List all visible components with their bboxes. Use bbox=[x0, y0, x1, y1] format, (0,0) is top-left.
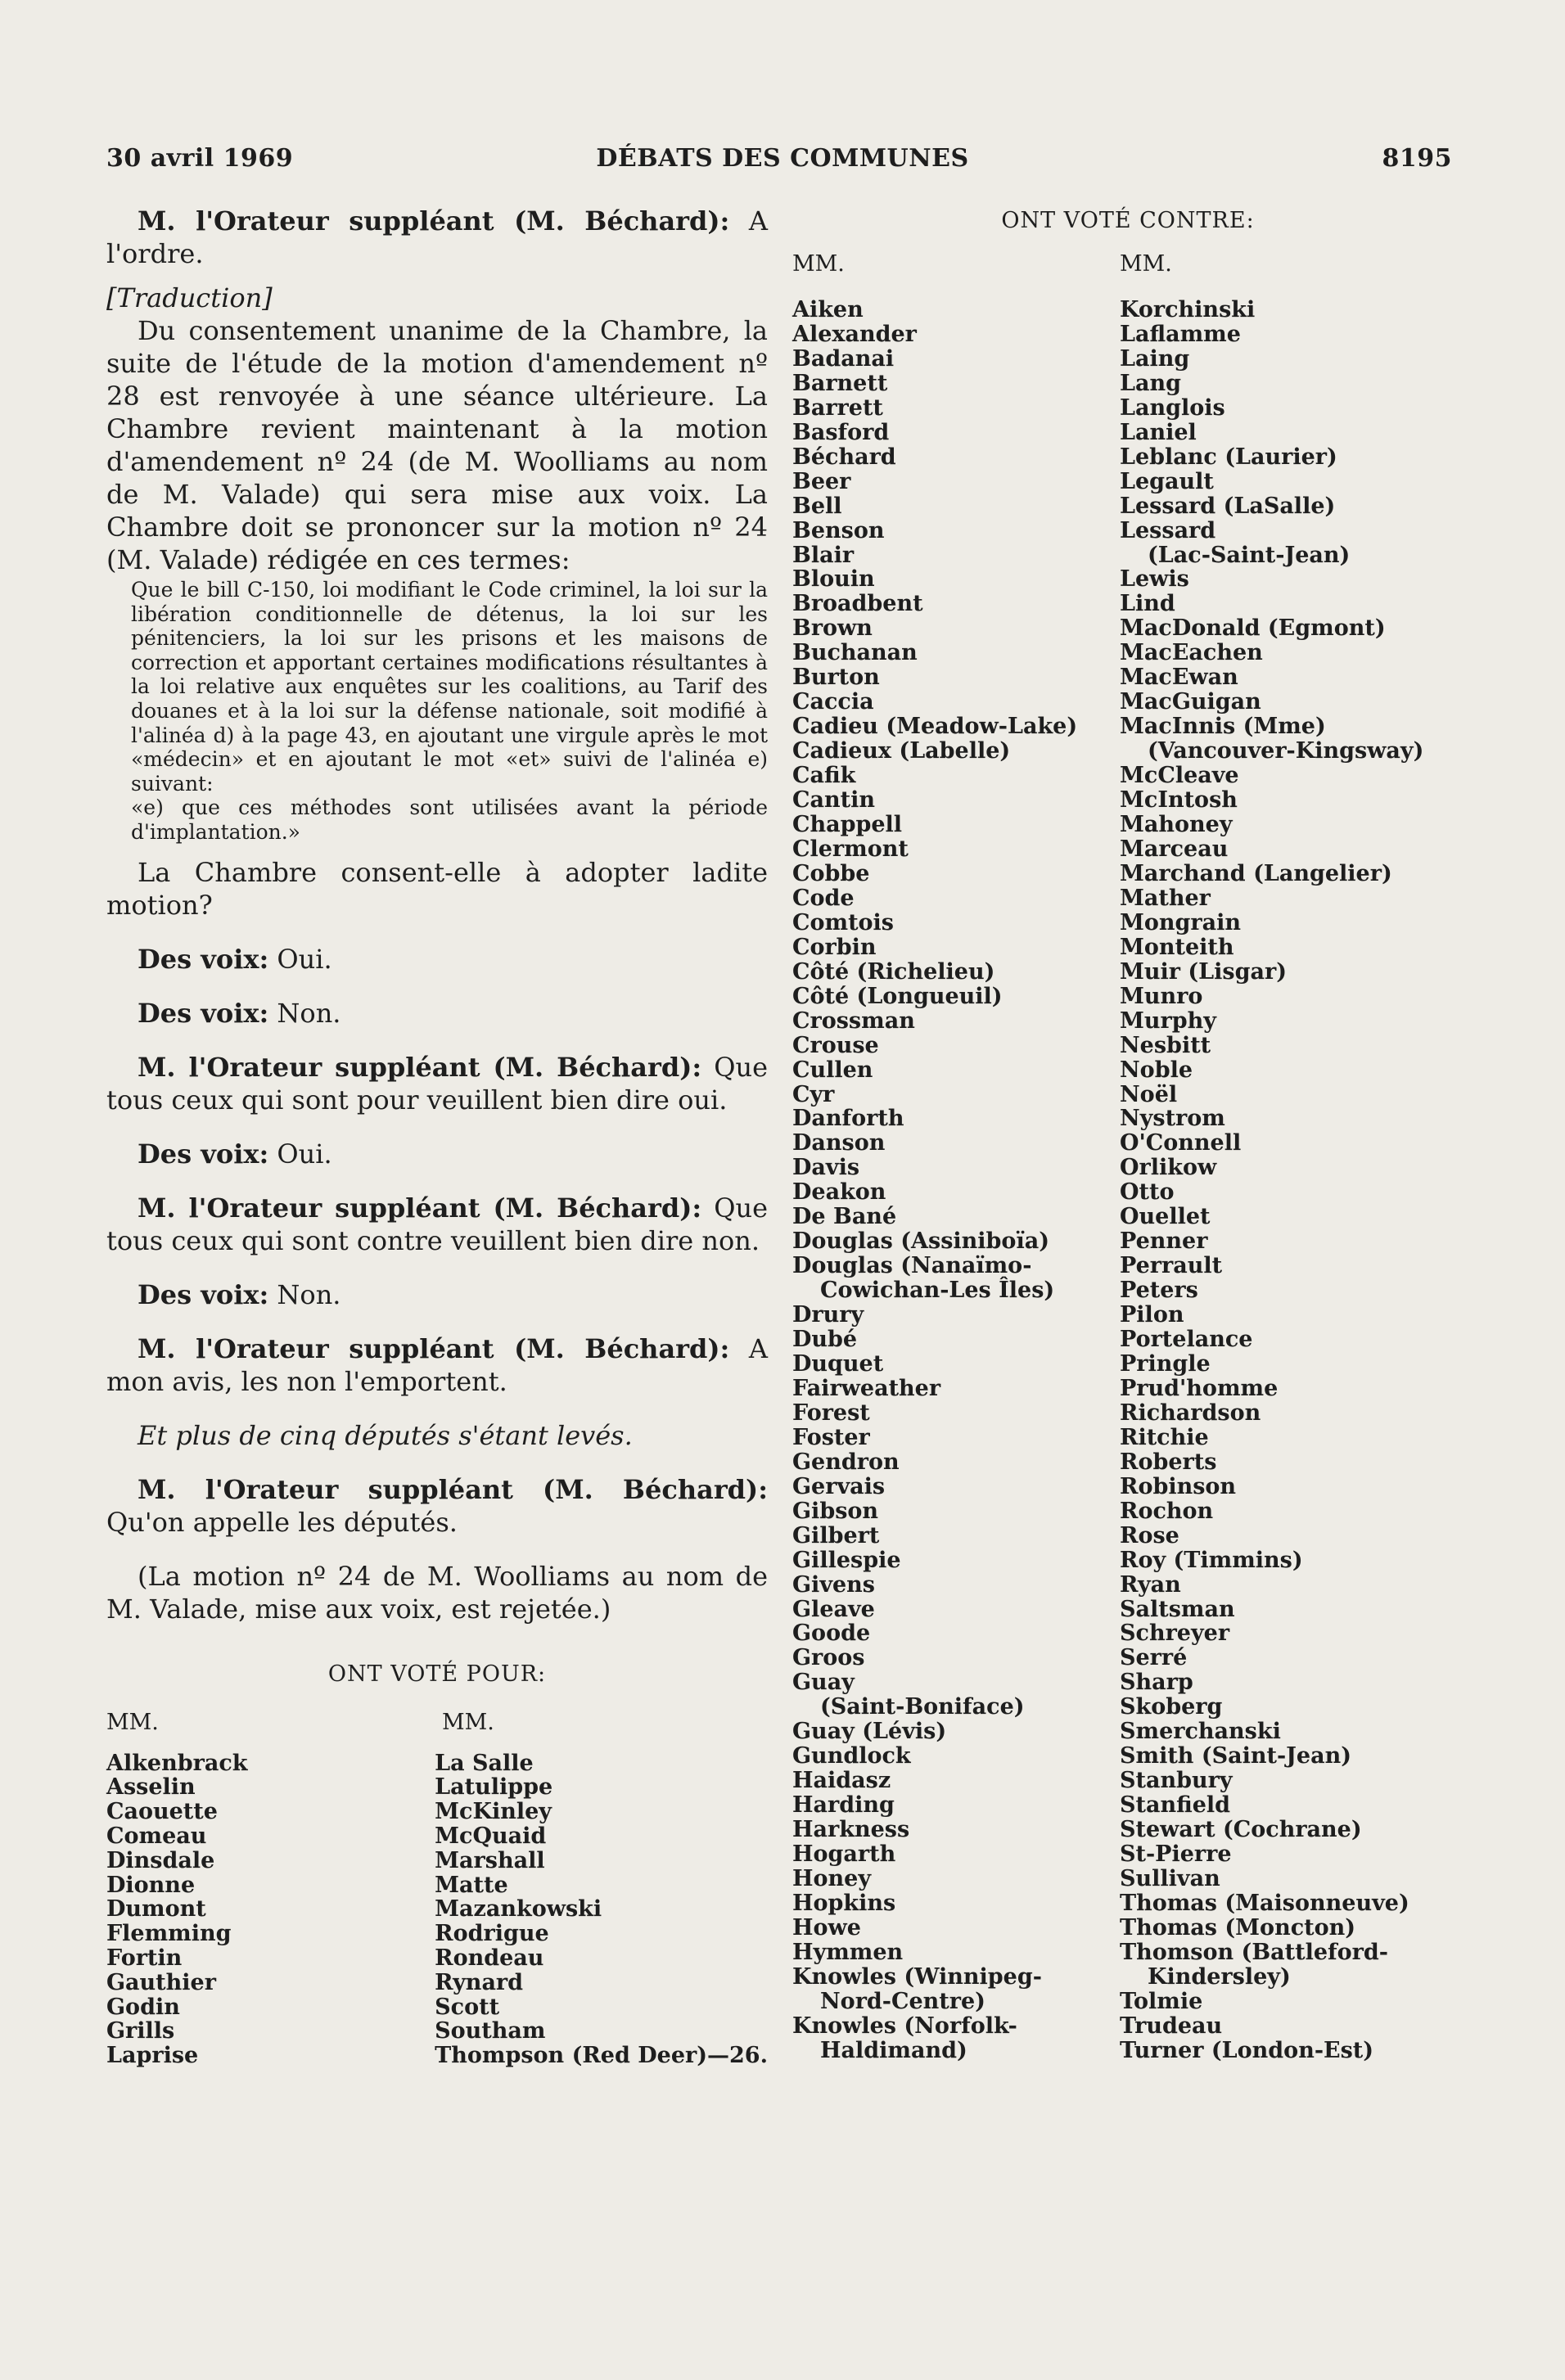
member-name: Haldimand) bbox=[820, 2037, 967, 2063]
member-name: Guay bbox=[792, 1670, 855, 1696]
member-name: Rondeau bbox=[435, 1945, 544, 1971]
member-name: Trudeau bbox=[1120, 2013, 1223, 2039]
paragraph-consent: Du consentement unanime de la Chambre, la suite de l'étude de la motion d'amendement nº 28 est renvoyée à une séance ultérieure. La Chambre revient maintenant à la motion d'amendement nº 24 (de M. Woolliams au nom de M. Valade) qui sera mise aux voix. La Chambre doit se prononcer sur la motion nº 24 (M. Valade) rédigée en ces termes: bbox=[106, 315, 768, 575]
member-name: Portelance bbox=[1120, 1327, 1253, 1353]
member-name: Côté (Longueuil) bbox=[792, 983, 1003, 1009]
member-name: Schreyer bbox=[1120, 1620, 1230, 1647]
member-name: Noble bbox=[1120, 1057, 1193, 1083]
member-name: Langlois bbox=[1120, 394, 1225, 421]
left-column bbox=[106, 205, 768, 2068]
member-name: Cyr bbox=[792, 1081, 835, 1107]
member-name: Béchard bbox=[792, 444, 896, 470]
member-name: Roberts bbox=[1120, 1449, 1217, 1475]
member-name: Givens bbox=[792, 1571, 876, 1598]
contre-column-2 bbox=[1120, 298, 1423, 2063]
member-name: Haidasz bbox=[792, 1768, 891, 1794]
member-name: Marshall bbox=[435, 1847, 545, 1873]
member-name: Cafik bbox=[792, 763, 856, 789]
header-page-number: 8195 bbox=[1382, 144, 1452, 173]
member-name: De Bané bbox=[792, 1204, 897, 1230]
member-name: Dionne bbox=[106, 1872, 196, 1898]
member-name: Broadbent bbox=[792, 591, 923, 617]
member-name: Laflamme bbox=[1120, 321, 1241, 347]
member-name: Muir (Lisgar) bbox=[1120, 958, 1287, 985]
member-name: Cullen bbox=[792, 1057, 873, 1083]
member-name: Hogarth bbox=[792, 1841, 896, 1868]
voices-non-2: Des voix: Non. bbox=[138, 1278, 341, 1310]
member-name: Howe bbox=[792, 1914, 861, 1941]
paragraph-leves: Et plus de cinq députés s'étant levés. bbox=[138, 1419, 633, 1451]
member-name: Deakon bbox=[792, 1179, 886, 1206]
member-name: Thomas (Moncton) bbox=[1120, 1914, 1356, 1941]
member-name: Burton bbox=[792, 665, 880, 691]
member-name: (Lac-Saint-Jean) bbox=[1148, 542, 1351, 568]
member-name: Pringle bbox=[1120, 1350, 1211, 1377]
paragraph-contre: M. l'Orateur suppléant (M. Béchard): Que tous ceux qui sont contre veuillent bien dire non. bbox=[106, 1192, 769, 1256]
member-name: Gundlock bbox=[792, 1743, 911, 1769]
member-name: Dubé bbox=[792, 1327, 858, 1353]
member-name: Code bbox=[792, 885, 855, 911]
member-name: Comtois bbox=[792, 909, 895, 935]
member-name: Pilon bbox=[1120, 1302, 1184, 1328]
member-name: Danforth bbox=[792, 1106, 904, 1132]
member-name: Cowichan-Les Îles) bbox=[820, 1278, 1055, 1304]
member-name: Chappell bbox=[792, 812, 903, 838]
voices-oui: Des voix: Oui. bbox=[138, 943, 332, 975]
member-name: Thompson (Red Deer)—26. bbox=[435, 2043, 768, 2069]
member-name: Comeau bbox=[106, 1823, 207, 1849]
pour-column-1 bbox=[106, 1751, 435, 2068]
member-name: Ryan bbox=[1120, 1571, 1181, 1598]
member-name: Aiken bbox=[792, 297, 864, 322]
member-name: Lang bbox=[1120, 370, 1181, 396]
member-name: Stanbury bbox=[1120, 1768, 1233, 1794]
voices-oui-2: Des voix: Oui. bbox=[138, 1138, 332, 1170]
member-name: Bell bbox=[792, 493, 842, 519]
member-name: Foster bbox=[792, 1424, 870, 1450]
contre-names bbox=[792, 298, 1464, 2063]
member-name: Hymmen bbox=[792, 1939, 904, 1965]
member-name: Gervais bbox=[792, 1473, 886, 1499]
member-name: Gilbert bbox=[792, 1522, 880, 1548]
member-name: Corbin bbox=[792, 934, 877, 960]
member-name: Blair bbox=[792, 542, 855, 568]
member-name: Penner bbox=[1120, 1228, 1208, 1255]
member-name: Smith (Saint-Jean) bbox=[1120, 1743, 1352, 1769]
member-name: Laing bbox=[1120, 345, 1190, 372]
member-name: Asselin bbox=[106, 1774, 196, 1801]
member-name: Roy (Timmins) bbox=[1120, 1547, 1303, 1573]
member-name: MacEwan bbox=[1120, 665, 1238, 691]
member-name: Gendron bbox=[792, 1449, 900, 1475]
member-name: Clermont bbox=[792, 836, 909, 862]
member-name: Beer bbox=[792, 468, 851, 494]
pour-column-2 bbox=[435, 1751, 768, 2068]
member-name: MacGuigan bbox=[1120, 689, 1261, 715]
member-name: Mather bbox=[1120, 885, 1211, 911]
contre-mm-row bbox=[792, 251, 1464, 277]
member-name: Brown bbox=[792, 615, 873, 642]
motion-quote: Que le bill C-150, loi modifiant le Code criminel, la loi sur la libération conditionnelle de détenus, la loi sur les pénitenciers, la loi sur les prisons et les maisons de correction et apportant certaines modifications résultantes à la loi relative aux enquêtes sur les coalitions, au Tarif des douanes et à la loi sur la défense nationale, soit modifié à l'alinéa d) à la page 43, en ajoutant une virgule après le mot «médecin» et en ajoutant le mot «et» suivi de l'alinéa e) suivant: «e) que ces méthodes sont utilisées avant la période d'implantation.» bbox=[131, 578, 768, 844]
contre-column-1 bbox=[792, 298, 1120, 2063]
member-name: Rodrigue bbox=[435, 1921, 549, 1947]
member-name: Dinsdale bbox=[106, 1847, 215, 1873]
mm-label: MM. bbox=[792, 251, 845, 277]
member-name: Lind bbox=[1120, 591, 1175, 617]
member-name: Fairweather bbox=[792, 1375, 941, 1401]
member-name: Scott bbox=[435, 1994, 500, 2020]
member-name: Rose bbox=[1120, 1522, 1179, 1548]
member-name: Nystrom bbox=[1120, 1106, 1225, 1132]
member-name: Lessard bbox=[1120, 517, 1216, 543]
member-name: Sullivan bbox=[1120, 1866, 1220, 1891]
member-name: Peters bbox=[1120, 1278, 1198, 1304]
paragraph-question: La Chambre consent-elle à adopter ladite motion? bbox=[106, 856, 768, 921]
paragraph-result: (La motion nº 24 de M. Woolliams au nom de M. Valade, mise aux voix, est rejetée.) bbox=[106, 1560, 768, 1625]
member-name: Leblanc (Laurier) bbox=[1120, 444, 1337, 470]
member-name: Crossman bbox=[792, 1007, 915, 1034]
member-name: Honey bbox=[792, 1866, 872, 1891]
member-name: (Saint-Boniface) bbox=[820, 1694, 1025, 1720]
member-name: Gibson bbox=[792, 1498, 879, 1524]
member-name: MacDonald (Egmont) bbox=[1120, 615, 1386, 642]
contre-title: ONT VOTÉ CONTRE: bbox=[1001, 208, 1255, 233]
member-name: McIntosh bbox=[1120, 787, 1238, 814]
member-name: Harding bbox=[792, 1792, 895, 1819]
member-name: Caouette bbox=[106, 1799, 218, 1825]
member-name: Lewis bbox=[1120, 566, 1189, 593]
member-name: Serré bbox=[1120, 1645, 1188, 1671]
member-name: Smerchanski bbox=[1120, 1719, 1281, 1745]
pour-names bbox=[106, 1751, 768, 2068]
member-name: Mahoney bbox=[1120, 812, 1233, 838]
member-name: Alkenbrack bbox=[106, 1750, 248, 1776]
member-name: Nesbitt bbox=[1120, 1032, 1211, 1058]
member-name: Badanai bbox=[792, 345, 895, 372]
member-name: Duquet bbox=[792, 1350, 884, 1377]
member-name: Mongrain bbox=[1120, 909, 1242, 935]
pour-mm-row bbox=[106, 1710, 768, 1735]
member-name: Ritchie bbox=[1120, 1424, 1209, 1450]
member-name: MacInnis (Mme) bbox=[1120, 714, 1326, 740]
member-name: Latulippe bbox=[435, 1774, 553, 1801]
member-name: Groos bbox=[792, 1645, 865, 1671]
member-name: Perrault bbox=[1120, 1253, 1223, 1279]
pour-title: ONT VOTÉ POUR: bbox=[327, 1661, 547, 1687]
member-name: St-Pierre bbox=[1120, 1841, 1232, 1868]
member-name: Gauthier bbox=[106, 1969, 216, 1995]
member-name: Thomas (Maisonneuve) bbox=[1120, 1890, 1409, 1916]
mm-label: MM. bbox=[1120, 251, 1172, 277]
member-name: Knowles (Winnipeg- bbox=[792, 1963, 1042, 1990]
traduction-note: [Traduction] bbox=[106, 282, 273, 313]
member-name: Stanfield bbox=[1120, 1792, 1231, 1819]
member-name: Basford bbox=[792, 419, 890, 445]
member-name: Otto bbox=[1120, 1179, 1175, 1206]
member-name: Robinson bbox=[1120, 1473, 1237, 1499]
member-name: Rochon bbox=[1120, 1498, 1214, 1524]
header-title: DÉBATS DES COMMUNES bbox=[596, 144, 969, 173]
member-name: Kindersley) bbox=[1148, 1963, 1291, 1990]
member-name: Douglas (Assiniboïa) bbox=[792, 1228, 1049, 1255]
member-name: Laprise bbox=[106, 2043, 199, 2069]
header-date: 30 avril 1969 bbox=[106, 144, 294, 173]
member-name: Prud'homme bbox=[1120, 1375, 1279, 1401]
member-name: Rynard bbox=[435, 1969, 524, 1995]
mm-label: MM. bbox=[106, 1709, 159, 1735]
member-name: Flemming bbox=[106, 1921, 232, 1947]
member-name: Drury bbox=[792, 1302, 864, 1328]
member-name: Gillespie bbox=[792, 1547, 901, 1573]
voices-non: Des voix: Non. bbox=[138, 997, 341, 1029]
member-name: Sharp bbox=[1120, 1670, 1193, 1696]
member-name: Monteith bbox=[1120, 934, 1234, 960]
member-name: Matte bbox=[435, 1872, 508, 1898]
member-name: La Salle bbox=[435, 1750, 534, 1776]
member-name: Skoberg bbox=[1120, 1694, 1223, 1720]
member-name: Tolmie bbox=[1120, 1988, 1203, 2014]
member-name: Thomson (Battleford- bbox=[1120, 1939, 1388, 1965]
member-name: Korchinski bbox=[1120, 297, 1256, 322]
speaker-label: M. l'Orateur suppléant (M. Béchard): bbox=[138, 205, 730, 237]
member-name: Forest bbox=[792, 1400, 870, 1426]
member-name: Goode bbox=[792, 1620, 871, 1647]
member-name: Richardson bbox=[1120, 1400, 1261, 1426]
member-name: Godin bbox=[106, 1994, 180, 2020]
member-name: Alexander bbox=[792, 321, 917, 347]
member-name: Guay (Lévis) bbox=[792, 1719, 947, 1745]
paragraph-avis: M. l'Orateur suppléant (M. Béchard): A mon avis, les non l'emportent. bbox=[106, 1332, 768, 1397]
member-name: Côté (Richelieu) bbox=[792, 958, 995, 985]
member-name: Caccia bbox=[792, 689, 874, 715]
member-name: O'Connell bbox=[1120, 1130, 1242, 1156]
member-name: Nord-Centre) bbox=[820, 1988, 985, 2014]
member-name: Munro bbox=[1120, 983, 1203, 1009]
member-name: Laniel bbox=[1120, 419, 1197, 445]
member-name: Murphy bbox=[1120, 1007, 1216, 1034]
member-name: Orlikow bbox=[1120, 1155, 1217, 1181]
right-column bbox=[792, 208, 1464, 2063]
member-name: Marchand (Langelier) bbox=[1120, 860, 1392, 886]
paragraph-order: M. l'Orateur suppléant (M. Béchard): A l'ordre. bbox=[106, 205, 768, 269]
member-name: Crouse bbox=[792, 1032, 879, 1058]
member-name: MacEachen bbox=[1120, 640, 1263, 666]
member-name: Turner (London-Est) bbox=[1120, 2037, 1374, 2063]
member-name: Noël bbox=[1120, 1081, 1178, 1107]
member-name: Buchanan bbox=[792, 640, 918, 666]
member-name: Danson bbox=[792, 1130, 886, 1156]
member-name: Benson bbox=[792, 517, 885, 543]
member-name: Legault bbox=[1120, 468, 1214, 494]
member-name: Blouin bbox=[792, 566, 875, 593]
member-name: McKinley bbox=[435, 1799, 552, 1825]
member-name: Mazankowski bbox=[435, 1896, 602, 1922]
member-name: Douglas (Nanaïmo- bbox=[792, 1253, 1032, 1279]
member-name: Barnett bbox=[792, 370, 888, 396]
member-name: Stewart (Cochrane) bbox=[1120, 1817, 1362, 1843]
member-name: Cadieux (Labelle) bbox=[792, 738, 1011, 764]
member-name: Southam bbox=[435, 2018, 546, 2044]
member-name: Davis bbox=[792, 1155, 860, 1181]
member-name: Dumont bbox=[106, 1896, 206, 1922]
member-name: Barrett bbox=[792, 394, 883, 421]
member-name: Cadieu (Meadow-Lake) bbox=[792, 714, 1078, 740]
member-name: Gleave bbox=[792, 1596, 875, 1622]
member-name: Knowles (Norfolk- bbox=[792, 2013, 1017, 2039]
member-name: Marceau bbox=[1120, 836, 1229, 862]
member-name: McCleave bbox=[1120, 763, 1239, 789]
mm-label: MM. bbox=[442, 1709, 494, 1735]
member-name: Cantin bbox=[792, 787, 875, 814]
member-name: Lessard (LaSalle) bbox=[1120, 493, 1336, 519]
member-name: Cobbe bbox=[792, 860, 870, 886]
member-name: Fortin bbox=[106, 1945, 183, 1971]
member-name: Hopkins bbox=[792, 1890, 896, 1916]
paragraph-pour: M. l'Orateur suppléant (M. Béchard): Que tous ceux qui sont pour veuillent bien dire oui. bbox=[106, 1051, 769, 1116]
member-name: (Vancouver-Kingsway) bbox=[1148, 738, 1424, 764]
member-name: Saltsman bbox=[1120, 1596, 1235, 1622]
member-name: Ouellet bbox=[1120, 1204, 1211, 1230]
paragraph-appelle: M. l'Orateur suppléant (M. Béchard): Qu'on appelle les députés. bbox=[106, 1473, 768, 1538]
member-name: Grills bbox=[106, 2018, 175, 2044]
member-name: McQuaid bbox=[435, 1823, 547, 1849]
member-name: Harkness bbox=[792, 1817, 910, 1843]
